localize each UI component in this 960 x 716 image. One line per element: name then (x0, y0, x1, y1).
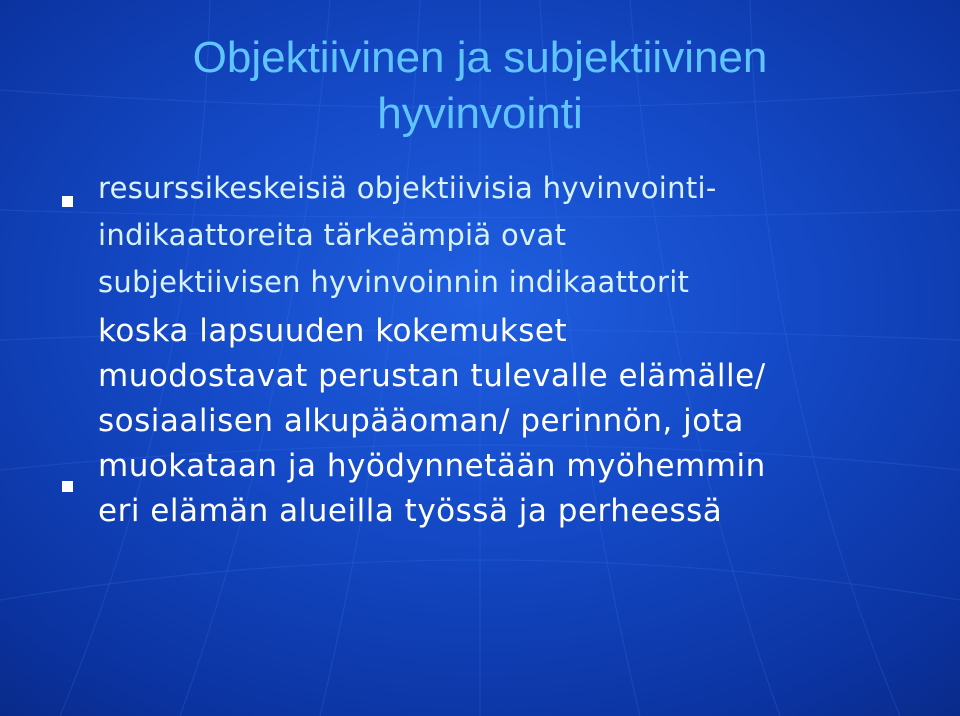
square-bullet-icon (62, 481, 73, 492)
bullet-item-1 (60, 165, 920, 306)
bullet-2-line-3: sosiaalisen alkupääoman/ perinnön, jota (98, 403, 744, 439)
slide-title (40, 30, 920, 142)
bullet-2-line-4: muokataan ja hyödynnetään myöhemmin (98, 448, 766, 484)
bullet-1-line-1: resurssikeskeisiä objektiivisia hyvinvointi- (98, 171, 717, 205)
bullet-list (60, 165, 920, 537)
bullet-item-2 (60, 309, 920, 534)
slide-title-line-1: Objektiivinen ja subjektiivinen (192, 33, 768, 82)
square-bullet-icon (62, 196, 73, 207)
bullet-2-line-5: eri elämän alueilla työssä ja perheessä (98, 493, 723, 529)
bullet-text-1 (98, 165, 920, 306)
bullet-1-line-3: subjektiivisen hyvinvoinnin indikaattorit (98, 265, 690, 299)
bullet-2-line-1: koska lapsuuden kokemukset (98, 313, 568, 349)
bullet-2-line-2: muodostavat perustan tulevalle elämälle/ (98, 358, 766, 394)
bullet-text-2 (98, 309, 920, 534)
slide-title-line-2: hyvinvointi (377, 89, 583, 138)
bullet-1-line-2: indikaattoreita tärkeämpiä ovat (98, 218, 567, 252)
